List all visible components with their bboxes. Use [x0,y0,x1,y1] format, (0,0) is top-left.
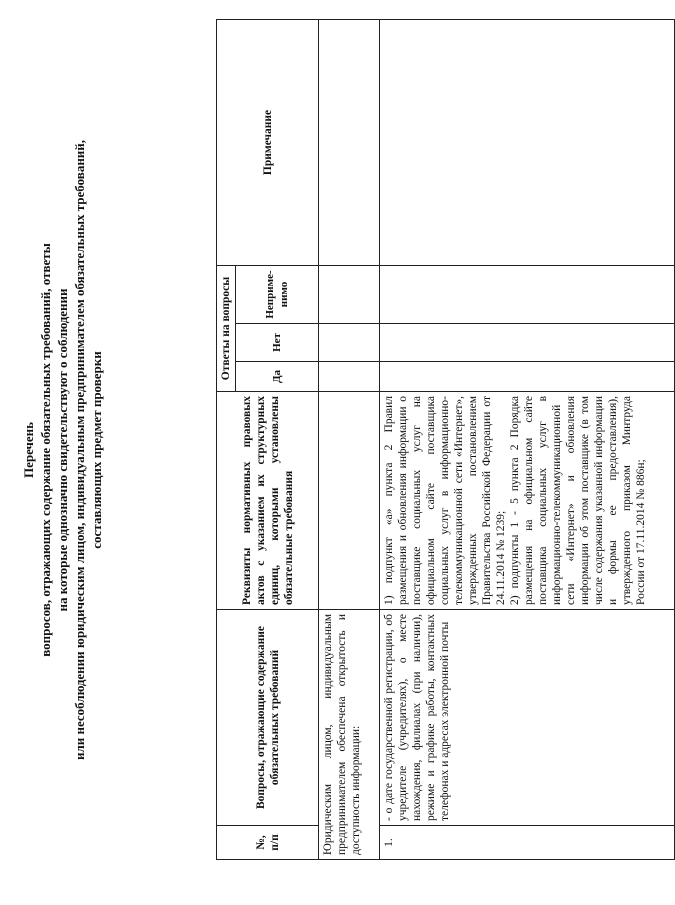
header-num: №, п/п [217,826,319,860]
header-note: Примечание [217,20,319,266]
row-yes-cell [380,362,675,392]
row-na-cell [380,266,675,324]
header-requisites: Реквизиты нормативных правовых актов с указанием их структурных единиц, которыми установлены обязательные требования [217,392,319,610]
requisite-2: 2) подпункты 1 - 5 пункта 2 Порядка размещения на официальном сайте поставщика социальных услуг в информационно-телекоммуникационной сети «Интернет» и обновления информации об этом поставщике (в том числе содержания указанной информации и формы ее предоставления), утвержденного приказом Минтруда России от 17.11.2014 № 886н; [509,396,647,605]
header-yes: Да [236,362,319,392]
header-no: Нет [236,324,319,362]
row-question: - о дате государственной регистрации, об учредителе (учредителях), о месте нахождения, филиалах (при наличии), режиме и графике работы, контактных телефонах и адресах электронной почты [380,610,675,826]
intro-yes-cell [319,362,380,392]
title-line-4: или несоблюдении юридическим лицом, индивидуальным предпринимателем обязательных требований, [72,139,87,761]
header-na: Неприме-нимо [236,266,319,324]
intro-row [319,20,380,860]
intro-note-cell [319,20,380,266]
row-note-cell [380,20,675,266]
requisite-1: 1) подпункт «а» пункта 2 Правил размещения и обновления информации о поставщике социальных услуг на официальном сайте поставщика социальных услуг в информационно-телекоммуникационной сети «Интернет», утвержденных постановлением Правительства Российской Федерации от 24.11.2014 № 1239; [383,396,507,605]
document-title [20,20,105,880]
row-requisites [380,392,675,610]
rotated-content [20,20,647,880]
title-line-3: на которые однозначно свидетельствуют о соблюдении [55,288,70,612]
title-line-5: составляющих предмет проверки [89,351,104,549]
header-question: Вопросы, отражающие содержание обязательных требований [217,610,319,826]
header-answers: Ответы на вопросы [217,266,236,392]
header-row-1 [217,20,236,860]
intro-no-cell [319,324,380,362]
table-row [380,20,675,860]
intro-requisites-cell [319,392,380,610]
checklist-table [216,19,675,860]
intro-na-cell [319,266,380,324]
title-line-2: вопросов, отражающих содержание обязательных требований, ответы [38,243,53,657]
row-no-cell [380,324,675,362]
intro-text: Юридическим лицом, индивидуальным предпринимателем обеспечена открытость и доступность информации: [319,610,380,860]
title-line-1: Перечень [21,421,36,479]
row-number: 1. [380,826,675,860]
